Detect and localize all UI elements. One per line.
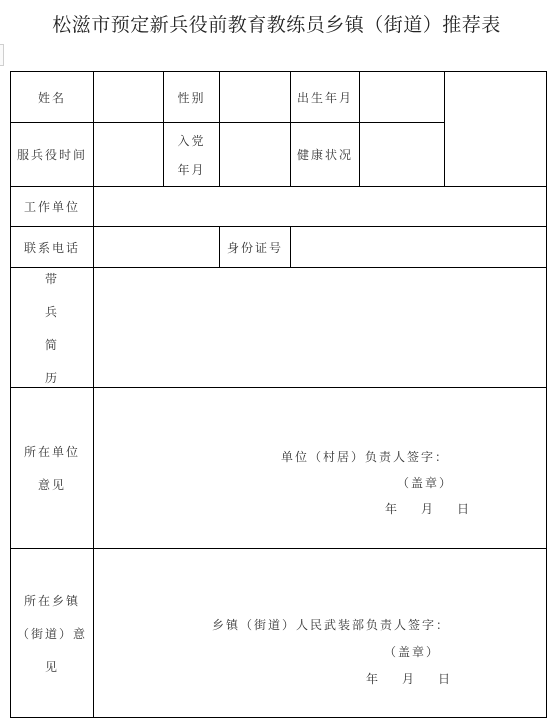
photo-cell[interactable] [445,72,547,187]
name-field[interactable] [94,72,164,123]
service-time-field[interactable] [94,123,164,187]
resume-field[interactable] [94,268,547,388]
unit-date-month: 月 [421,502,436,516]
side-tab-marker [0,44,4,66]
party-join-label-line1: 入党 [177,133,206,148]
work-unit-label: 工作单位 [11,187,94,227]
resume-label-char-1: 带 [44,271,59,286]
unit-opinion-label-line2: 意见 [37,478,66,492]
unit-date-year: 年 [385,502,400,516]
town-opinion-label-line3: 见 [44,659,59,674]
town-date-day: 日 [438,672,453,686]
town-opinion-label-line1: 所在乡镇 [23,593,80,608]
phone-field[interactable] [94,227,220,268]
unit-opinion-field[interactable] [94,388,547,549]
gender-field[interactable] [220,72,291,123]
resume-label-char-3: 简 [44,337,59,352]
recommendation-form-table [10,71,547,718]
town-signature-text: 乡镇（街道）人民武装部负责人签字： [212,618,451,632]
town-opinion-label [11,549,94,718]
unit-signature-text: 单位（村居）负责人签字： [281,450,450,464]
birth-label: 出生年月 [291,72,360,123]
unit-seal-text: （盖章） [397,476,454,490]
gender-label: 性别 [164,72,220,123]
form-title: 松滋市预定新兵役前教育教练员乡镇（街道）推荐表 [52,14,501,36]
id-number-field[interactable] [291,227,547,268]
party-join-field[interactable] [220,123,291,187]
resume-label-char-2: 兵 [44,304,59,319]
id-number-label: 身份证号 [220,227,291,268]
party-join-label [164,123,220,187]
party-join-label-line2: 年月 [177,162,206,177]
unit-date-day: 日 [457,502,472,516]
resume-label [11,268,94,388]
phone-label: 联系电话 [11,227,94,268]
resume-label-char-4: 历 [44,370,59,385]
work-unit-field[interactable] [94,187,547,227]
health-label: 健康状况 [291,123,360,187]
service-time-label: 服兵役时间 [11,123,94,187]
birth-field[interactable] [360,72,445,123]
town-opinion-field[interactable] [94,549,547,718]
town-seal-text: （盖章） [384,645,441,659]
town-date-year: 年 [366,672,381,686]
town-date-month: 月 [402,672,417,686]
unit-opinion-label [11,388,94,549]
health-field[interactable] [360,123,445,187]
unit-opinion-label-line1: 所在单位 [23,445,80,459]
town-opinion-label-line2: （街道）意 [16,626,87,641]
name-label: 姓名 [11,72,94,123]
